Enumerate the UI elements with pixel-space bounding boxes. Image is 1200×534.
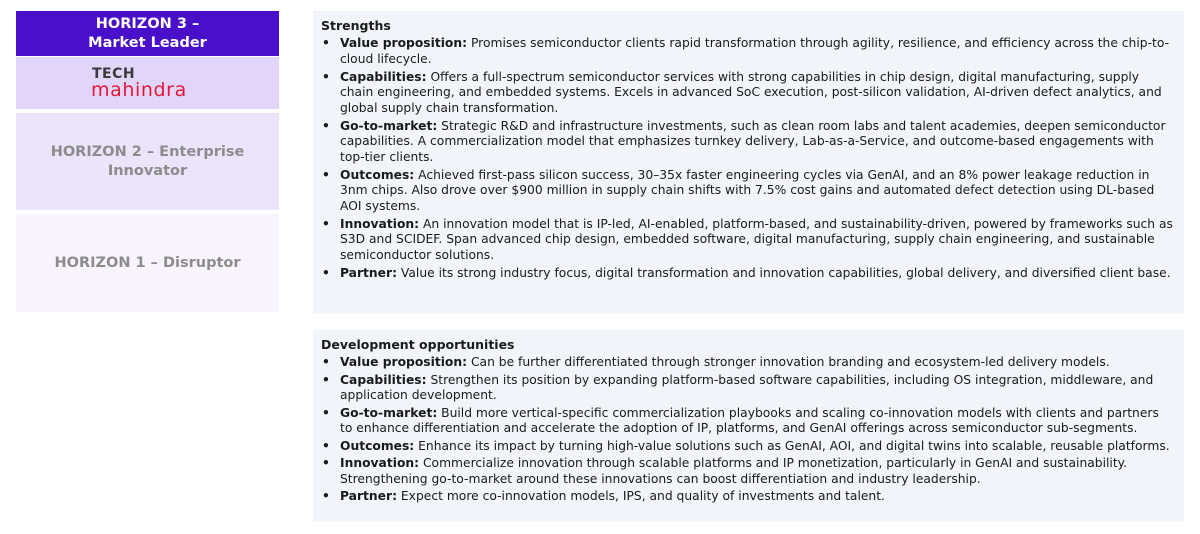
list-item (321, 70, 1174, 117)
bullet-icon: • (322, 36, 330, 50)
item-text: Can be further differentiated through stronger innovation branding and ecosystem-led delivery models. (467, 355, 1110, 369)
item-text: Offers a full-spectrum semiconductor services with strong capabilities in chip design, digital manufacturing, supply chain engineering, and embedded systems. Excels in advanced SoC execution, post-silicon validation, AI-driven defect analytics, and global supply chain transformation. (340, 69, 1162, 115)
item-key: Outcomes: (340, 438, 415, 453)
item-text: Strategic R&D and infrastructure investments, such as clean room labs and talent academies, deepen semiconductor capabilities. A commercialization model that emphasizes turnkey delivery, Lab-as-a-Service, and outcome-based engagements with top-tier clients. (340, 118, 1166, 164)
bullet-icon: • (322, 216, 330, 231)
item-text: Promises semiconductor clients rapid transformation through agility, resilience, and efficiency across the chip-to-cloud lifecycle. (340, 36, 1170, 66)
horizon-2-label-line2: Innovator (107, 162, 188, 179)
strengths-title: Strengths (321, 18, 391, 33)
horizon-3-market-leader (16, 11, 279, 56)
horizon-column (16, 11, 279, 312)
item-text: Expect more co-innovation models, IPS, and quality of investments and talent. (397, 489, 885, 503)
item-key: Innovation: (340, 456, 420, 470)
bullet-icon: • (322, 372, 330, 387)
strengths-panel (313, 11, 1184, 314)
bullet-icon: • (322, 355, 330, 369)
item-text: Achieved first-pass silicon success, 30–35x faster engineering cycles via GenAI, and an 8% power leakage reduction in 3nm chips. Also drove over $900 million in supply chain shifts with 7.5% cost gains and automated defect detection using DL-based AOI systems. (340, 167, 1155, 213)
development-list (321, 355, 1174, 505)
bullet-icon: • (322, 456, 330, 470)
horizon-1-disruptor (16, 214, 279, 312)
item-key: Value proposition: (340, 355, 468, 369)
strengths-list (321, 36, 1174, 281)
item-key: Partner: (340, 489, 397, 503)
item-key: Capabilities: (340, 372, 427, 387)
list-item (321, 456, 1174, 487)
item-key: Innovation: (340, 216, 420, 231)
item-key: Capabilities: (340, 69, 427, 84)
list-item (321, 373, 1174, 404)
item-key: Partner: (340, 265, 397, 280)
bullet-icon: • (322, 167, 330, 182)
list-item (321, 266, 1174, 282)
horizon-3-label-line2: Market Leader (88, 34, 207, 51)
development-opportunities-panel (313, 330, 1184, 522)
item-text: Value its strong industry focus, digital transformation and innovation capabilities, global delivery, and diversified client base. (397, 265, 1171, 280)
list-item (321, 217, 1174, 264)
list-item (321, 355, 1174, 371)
item-text: Enhance its impact by turning high-value solutions such as GenAI, AOI, and digital twins into scalable, reusable platforms. (414, 438, 1170, 453)
bullet-icon: • (322, 265, 330, 280)
list-item (321, 439, 1174, 455)
horizon-1-label: HORIZON 1 – Disruptor (54, 255, 241, 271)
horizon-2-enterprise-innovator (16, 113, 279, 210)
logo-tech-text: TECH (92, 66, 136, 82)
list-item (321, 406, 1174, 437)
list-item (321, 489, 1174, 505)
bullet-icon: • (322, 69, 330, 84)
item-text: Build more vertical-specific commercialization playbooks and scaling co-innovation models with clients and partners to enhance differentiation and accelerate the adoption of IP, platforms, and GenAI offerings across semiconductor sub-segments. (340, 405, 1159, 435)
logo-mahindra-text: mahindra (91, 79, 187, 101)
item-key: Go-to-market: (340, 118, 438, 133)
list-item (321, 119, 1174, 166)
item-key: Go-to-market: (340, 405, 438, 420)
horizon-3-label-line1: HORIZON 3 – (95, 15, 200, 32)
list-item (321, 168, 1174, 215)
horizon-2-label-line1: HORIZON 2 – Enterprise (50, 143, 245, 160)
bullet-icon: • (322, 118, 330, 133)
development-opportunities-title: Development opportunities (321, 337, 515, 352)
item-key: Outcomes: (340, 167, 415, 182)
item-text: Strengthen its position by expanding platform-based software capabilities, including OS integration, middleware, and application development. (340, 372, 1154, 402)
bullet-icon: • (322, 489, 330, 503)
bullet-icon: • (322, 405, 330, 420)
item-text: Commercialize innovation through scalable platforms and IP monetization, particularly in GenAI and sustainability. Strengthening go-to-market around these innovations can boost differentiation and industry leadership. (340, 456, 1128, 486)
tech-mahindra-logo (16, 57, 279, 109)
bullet-icon: • (322, 438, 330, 453)
item-key: Value proposition: (340, 36, 468, 50)
list-item (321, 36, 1174, 67)
item-text: An innovation model that is IP-led, AI-enabled, platform-based, and sustainability-driven, powered by frameworks such as S3D and SCIDEF. Span advanced chip design, embedded software, digital manufacturing, supply chain engineering, and sustainable semiconductor solutions. (340, 216, 1173, 262)
